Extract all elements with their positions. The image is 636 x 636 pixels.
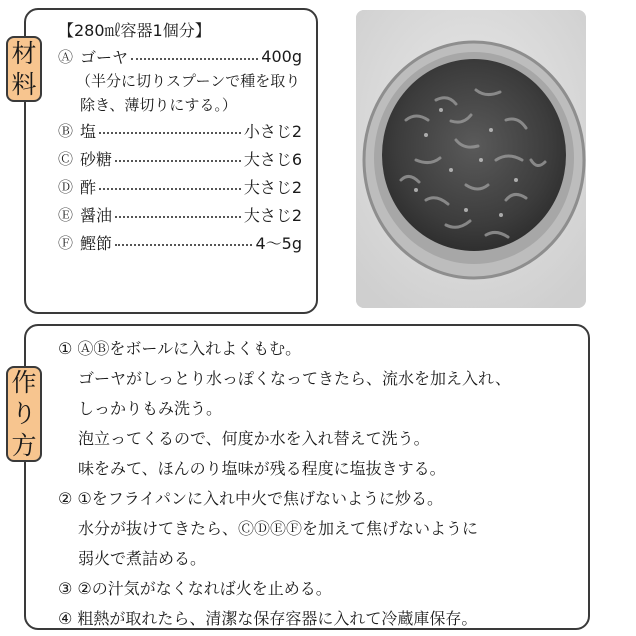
- step-line: ゴーヤがしっとり水っぽくなってきたら、流水を加え入れ、: [78, 369, 511, 388]
- ingredient-name: 鰹節: [80, 233, 113, 253]
- dot-leader: [99, 188, 241, 190]
- dot-leader: [115, 216, 241, 218]
- method-tab-char: 方: [11, 430, 37, 460]
- ingredient-row: [58, 174, 302, 198]
- ingredient-row: [58, 44, 302, 68]
- ingredient-note: （半分に切りスプーンで種を取り: [76, 72, 301, 90]
- ingredient-name: 醤油: [80, 205, 113, 225]
- ingredient-name: 砂糖: [80, 149, 113, 169]
- method-tab-char: り: [11, 399, 37, 429]
- step-line: ④ 粗熱が取れたら、清潔な保存容器に入れて冷蔵庫保存。: [58, 609, 478, 628]
- ingredient-mark: Ⓐ: [58, 47, 74, 66]
- step-line: ③ ②の汁気がなくなれば火を止める。: [58, 579, 332, 598]
- ingredient-mark: Ⓕ: [58, 233, 74, 252]
- ingredient-mark: Ⓑ: [58, 121, 74, 140]
- ingredient-mark: Ⓓ: [58, 177, 74, 196]
- ingredient-name: ゴーヤ: [80, 47, 129, 67]
- ingredients-tab: [6, 36, 42, 102]
- ingredients-tab-char: 材: [11, 38, 37, 68]
- ingredient-row: [58, 146, 302, 170]
- ingredients-title: 【280㎖容器1個分】: [58, 21, 211, 40]
- method-tab-char: 作: [11, 368, 37, 398]
- ingredient-note: 除き、薄切りにする。）: [80, 96, 237, 114]
- ingredient-amount: 400g: [261, 46, 302, 66]
- ingredient-amount: 4〜5g: [255, 233, 302, 253]
- bowl-illustration: [356, 10, 586, 308]
- ingredient-row: [58, 230, 302, 254]
- dot-leader: [115, 244, 252, 246]
- step-line: しっかりもみ洗う。: [78, 399, 223, 418]
- ingredient-amount: 大さじ2: [243, 205, 302, 225]
- step-line: ② ①をフライパンに入れ中火で焦げないように炒る。: [58, 489, 443, 508]
- step-line: 水分が抜けてきたら、ⒸⒹⒺⒻを加えて焦げないように: [78, 519, 479, 538]
- ingredient-row: [58, 118, 302, 142]
- dish-photo: [356, 10, 586, 308]
- step-line: 味をみて、ほんのり塩味が残る程度に塩抜きする。: [78, 459, 446, 478]
- ingredient-name: 酢: [80, 177, 97, 197]
- ingredient-mark: Ⓒ: [58, 149, 74, 168]
- ingredient-name: 塩: [80, 121, 97, 141]
- step-line: 泡立ってくるので、何度か水を入れ替えて洗う。: [78, 429, 430, 448]
- ingredient-mark: Ⓔ: [58, 205, 74, 224]
- ingredient-amount: 小さじ2: [243, 121, 302, 141]
- dot-leader: [99, 132, 241, 134]
- step-line: 弱火で煮詰める。: [78, 549, 207, 568]
- dot-leader: [131, 58, 258, 60]
- method-tab: [6, 366, 42, 462]
- ingredients-tab-char: 料: [11, 70, 37, 99]
- step-line: ① ⒶⒷをボールに入れよくもむ。: [58, 339, 302, 358]
- ingredient-amount: 大さじ2: [243, 177, 302, 197]
- ingredient-row: [58, 202, 302, 226]
- dot-leader: [115, 160, 241, 162]
- ingredient-amount: 大さじ6: [243, 149, 302, 169]
